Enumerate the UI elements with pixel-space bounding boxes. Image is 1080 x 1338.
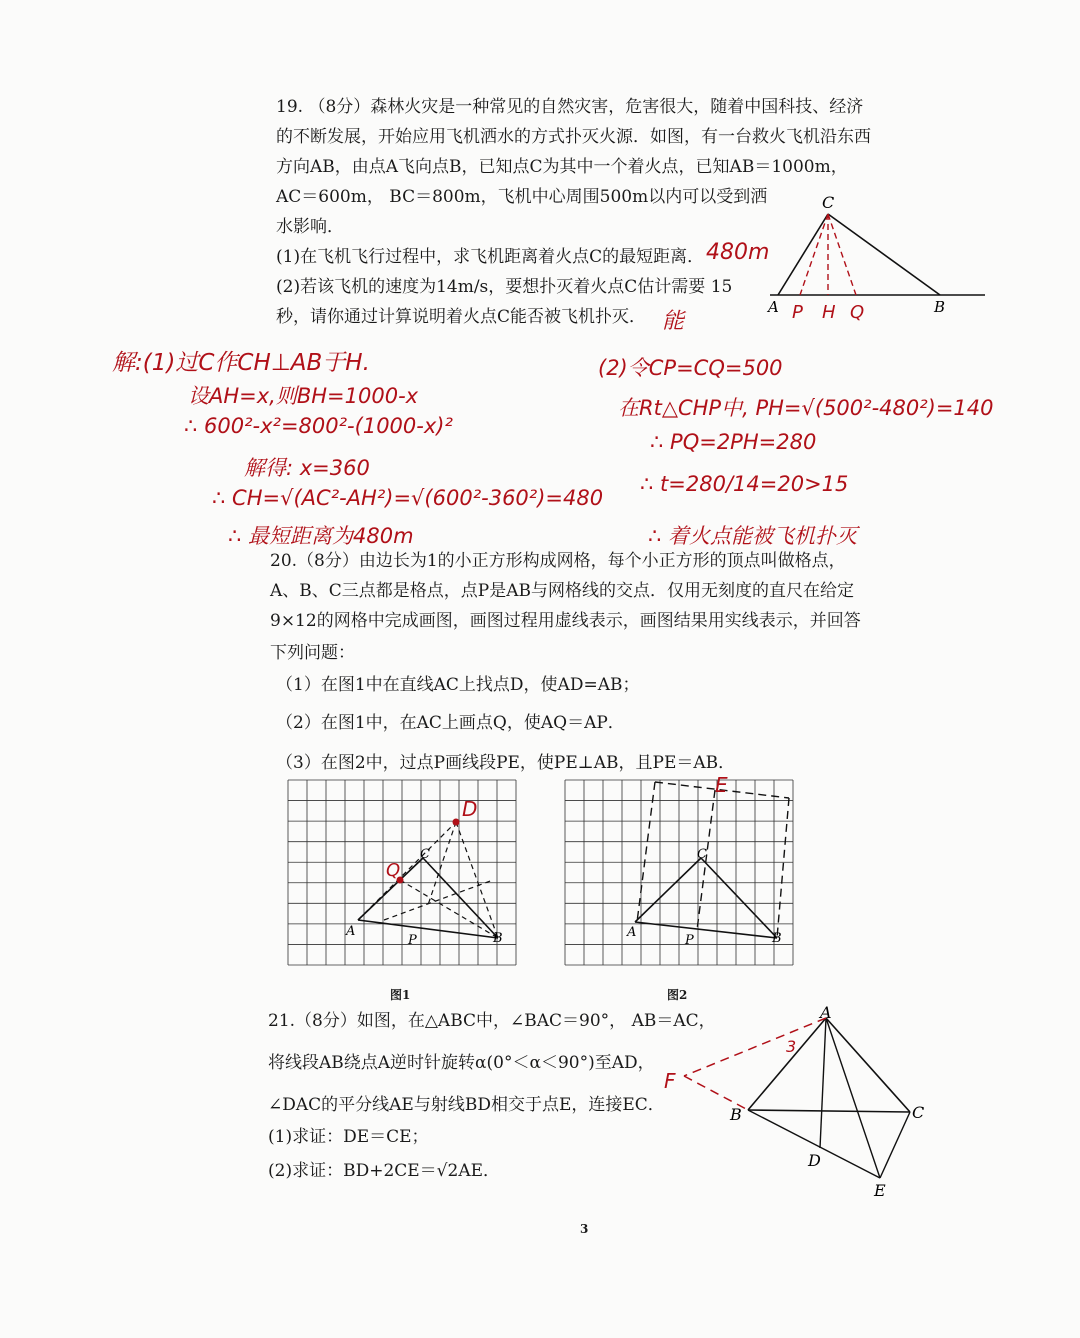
q19-answer1-note: 480m [706, 240, 770, 265]
q20-line-5: （1）在图1中在直线AC上找点D，使AD=AB； [276, 675, 640, 695]
q19-line-7: (2)若该飞机的速度为14m/s，要想扑灭着火点C估计需要 15 [276, 277, 733, 297]
hw-left-line-5: ∴ CH=√(AC²-AH²)=√(600²-360²)=480 [212, 486, 604, 510]
fig2-label-c: C [697, 847, 707, 862]
q19-label-c: C [822, 193, 835, 212]
fig1-label-q: Q [386, 860, 401, 881]
hw-left-line-3: ∴ 600²-x²=800²-(1000-x)² [184, 414, 453, 438]
q21-label-b: B [730, 1105, 742, 1124]
fig2-label-b: B [772, 931, 782, 946]
fig2-caption: 图2 [667, 988, 688, 1002]
fig2-label-p: P [685, 933, 694, 948]
fig1-label-b: B [493, 931, 503, 946]
q20-line-1: 20.（8分）由边长为1的小正方形构成网格，每个小正方形的顶点叫做格点， [270, 551, 846, 571]
hw-right-line-1: (2)令CP=CQ=500 [598, 356, 783, 380]
q19-label-p: P [792, 302, 803, 323]
q21-line-3: ∠DAC的平分线AE与射线BD相交于点E，连接EC． [268, 1095, 665, 1115]
q19-label-a: A [768, 298, 779, 316]
q21-line-1: 21.（8分）如图，在△ABC中，∠BAC＝90°， AB＝AC， [268, 1011, 716, 1031]
q19-line-3: 方向AB，由点A飞向点B，已知点C为其中一个着火点，已知AB＝1000m， [276, 157, 848, 177]
hw-left-line-2: 设AH=x,则BH=1000-x [188, 384, 419, 408]
q21-label-c: C [912, 1103, 925, 1122]
q20-line-3: 9×12的网格中完成画图，画图过程用虚线表示，画图结果用实线表示，并回答 [270, 611, 861, 631]
q20-figure-2 [565, 773, 793, 965]
q21-label-a: A [820, 1003, 832, 1022]
q21-label-e: E [874, 1181, 886, 1200]
q19-label-h: H [822, 302, 836, 323]
fig1-label-a: A [346, 924, 356, 939]
q21-label-f: F [664, 1069, 676, 1093]
q19-answer2-note: 能 [662, 309, 685, 334]
q19-line-5: 水影响． [276, 217, 344, 237]
q20-line-4: 下列问题： [270, 643, 355, 663]
hw-right-line-2: 在Rt△CHP中, PH=√(500²-480²)=140 [618, 396, 994, 420]
q21-line-5: (2)求证：BD+2CE＝√2AE． [268, 1161, 501, 1181]
hw-left-line-6: ∴ 最短距离为480m [228, 524, 414, 548]
q20-line-7: （3）在图2中，过点P画线段PE，使PE⊥AB，且PE＝AB． [276, 753, 736, 773]
q20-figure-1 [288, 780, 516, 965]
q19-label-b: B [934, 298, 946, 316]
q19-line-4: AC＝600m， BC＝800m，飞机中心周围500m以内可以受到洒 [276, 187, 768, 207]
hw-right-line-4: ∴ t=280/14=20>15 [640, 472, 849, 496]
fig2-label-e: E [715, 773, 728, 797]
fig1-label-p: P [408, 933, 417, 948]
q19-line-2: 的不断发展，开始应用飞机洒水的方式扑灭火源．如图，有一台救火飞机沿东西 [276, 127, 871, 147]
q19-line-1: 19. （8分）森林火灾是一种常见的自然灾害，危害很大，随着中国科技、经济 [276, 97, 864, 117]
fig2-label-a: A [627, 925, 637, 940]
q20-line-6: （2）在图1中，在AC上画点Q，使AQ＝AP． [276, 713, 625, 733]
fig1-label-c: C [420, 847, 430, 862]
q21-figure [660, 1000, 950, 1200]
q21-label-3: 3 [786, 1037, 797, 1056]
q19-line-6: (1)在飞机飞行过程中，求飞机距离着火点C的最短距离． [276, 247, 705, 267]
hw-left-line-4: 解得: x=360 [244, 456, 370, 480]
q19-triangle-figure [760, 190, 1000, 323]
fig1-label-d: D [462, 797, 478, 821]
fig1-caption: 图1 [390, 988, 411, 1002]
hw-left-line-1: 解:(1)过C作CH⊥AB于H. [112, 350, 370, 376]
q21-label-d: D [808, 1151, 821, 1170]
q21-line-4: (1)求证：DE＝CE； [268, 1127, 429, 1147]
q19-line-8: 秒，请你通过计算说明着火点C能否被飞机扑灭． [276, 307, 647, 327]
page-number: 3 [580, 1222, 589, 1236]
q20-line-2: A、B、C三点都是格点，点P是AB与网格线的交点．仅用无刻度的直尺在给定 [270, 581, 854, 601]
q21-line-2: 将线段AB绕点A逆时针旋转α(0°＜α＜90°)至AD， [268, 1053, 655, 1073]
hw-right-line-5: ∴ 着火点能被飞机扑灭 [648, 524, 858, 548]
hw-right-line-3: ∴ PQ=2PH=280 [650, 430, 817, 454]
q19-label-q: Q [850, 302, 865, 323]
